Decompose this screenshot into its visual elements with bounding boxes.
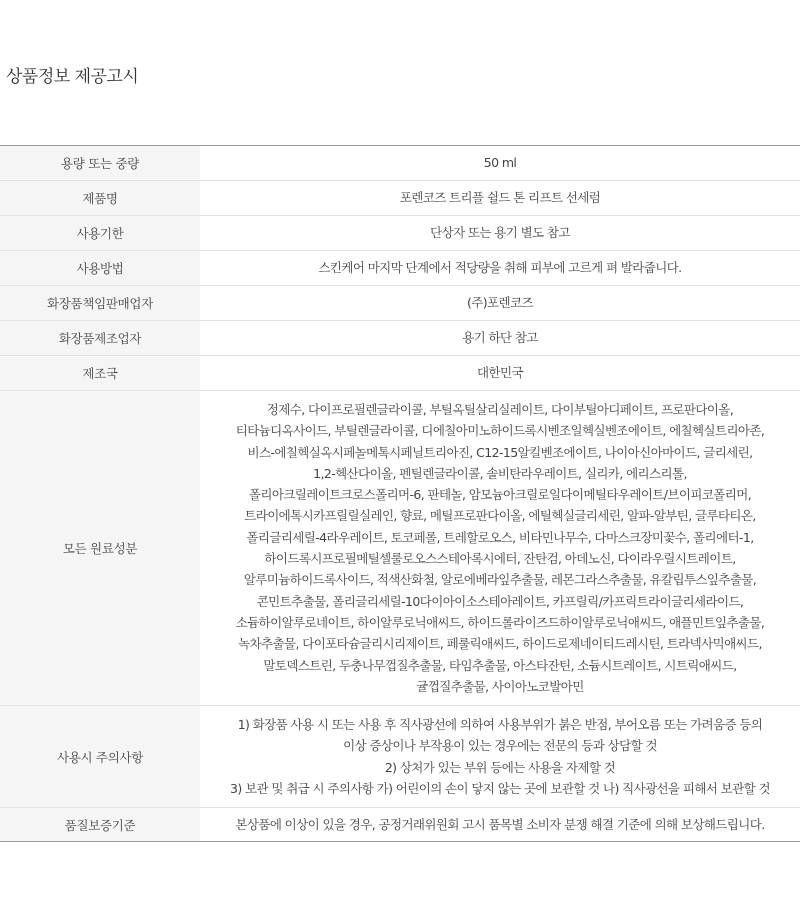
value-line: 알루미늄하이드록사이드, 적색산화철, 알로에베라잎추출물, 레몬그라스추출물, 유칼립투스잎추출물, <box>243 572 757 588</box>
row-value <box>200 391 800 706</box>
table-row <box>0 706 800 808</box>
row-label: 품질보증기준 <box>0 808 200 842</box>
row-value <box>200 321 800 356</box>
row-value <box>200 286 800 321</box>
value-line: 귤껍질추출물, 사이아노코발아민 <box>416 678 584 694</box>
table-row <box>0 146 800 181</box>
value-line: 말토덱스트린, 두충나무껍질추출물, 타임추출물, 아스타잔틴, 소듐시트레이트, 시트릭애씨드, <box>263 657 737 673</box>
value-line: 티타늄디옥사이드, 부틸렌글라이콜, 디에칠아미노하이드록시벤조일헥실벤조에이트, 에칠헥실트리아존, <box>235 423 765 439</box>
value-line: 스킨케어 마지막 단계에서 적당량을 취해 피부에 고르게 펴 발라줍니다. <box>318 260 682 276</box>
value-line: (주)포렌코즈 <box>467 295 533 311</box>
value-line: 50 ml <box>483 155 517 171</box>
table-row <box>0 321 800 356</box>
value-line: 녹차추출물, 다이포타슘글리시리제이트, 페룰릭애씨드, 하이드로제네이티드레시틴, 트라넥사믹애씨드, <box>238 636 762 652</box>
value-line: 하이드록시프로필메틸셀룰로오스스테아록시에터, 잔탄검, 아데노신, 다이라우릴시트레이트, <box>264 551 736 567</box>
value-line: 용기 하단 참고 <box>462 330 538 346</box>
row-value <box>200 251 800 286</box>
row-label: 화장품제조업자 <box>0 321 200 356</box>
value-line: 포렌코즈 트리플 쉴드 톤 리프트 선세럼 <box>399 190 601 206</box>
row-label: 사용시 주의사항 <box>0 706 200 808</box>
row-label: 사용방법 <box>0 251 200 286</box>
value-line: 1) 화장품 사용 시 또는 사용 후 직사광선에 의하여 사용부위가 붉은 반점, 부어오름 또는 가려움증 등의 <box>237 717 763 733</box>
table-row <box>0 356 800 391</box>
value-line: 대한민국 <box>477 365 523 381</box>
row-value <box>200 706 800 808</box>
value-line: 비스-에칠헥실옥시페놀메톡시페닐트리아진, C12-15알킬벤조에이트, 나이아신아마이드, 글리세린, <box>247 444 753 460</box>
value-line: 소듐하이알루로네이트, 하이알루로닉애씨드, 하이드롤라이즈드하이알루로닉애씨드, 애플민트잎추출물, <box>235 614 765 630</box>
page-title: 상품정보 제공고시 <box>6 67 139 87</box>
row-label: 제품명 <box>0 181 200 216</box>
row-value <box>200 356 800 391</box>
table-row <box>0 286 800 321</box>
row-value <box>200 808 800 842</box>
value-line: 단상자 또는 용기 별도 참고 <box>430 225 570 241</box>
row-label: 사용기한 <box>0 216 200 251</box>
row-value <box>200 181 800 216</box>
value-line: 트라이에톡시카프릴릴실레인, 향료, 메틸프로판다이올, 에틸헥실글리세린, 알파-알부틴, 글루타티온, <box>244 508 756 524</box>
value-line: 본상품에 이상이 있을 경우, 공정거래위원회 고시 품목별 소비자 분쟁 해결 기준에 의해 보상해드립니다. <box>235 817 765 833</box>
row-label: 용량 또는 중량 <box>0 146 200 181</box>
row-label: 화장품책임판매업자 <box>0 286 200 321</box>
row-value <box>200 146 800 181</box>
value-line: 폴리글리세릴-4라우레이트, 토코페롤, 트레할로오스, 비타민나무수, 다마스크장미꽃수, 폴리에터-1, <box>246 529 754 545</box>
value-line: 폴리아크릴레이트크로스폴리머-6, 판테놀, 암모늄아크릴로일다이메틸타우레이트/브이피코폴리머, <box>248 487 752 503</box>
table-row <box>0 808 800 842</box>
row-label: 제조국 <box>0 356 200 391</box>
product-info-table <box>0 145 800 842</box>
row-label: 모든 원료성분 <box>0 391 200 706</box>
table-row <box>0 391 800 706</box>
table-row <box>0 216 800 251</box>
value-line: 정제수, 다이프로필렌글라이콜, 부틸옥틸살리실레이트, 다이부틸아디페이트, 프로판다이올, <box>266 402 734 417</box>
row-value <box>200 216 800 251</box>
value-line: 3) 보관 및 취급 시 주의사항 가) 어린이의 손이 닿지 않는 곳에 보관할 것 나) 직사광선을 피해서 보관할 것 <box>230 781 770 797</box>
value-line: 1,2-헥산다이올, 펜틸렌글라이콜, 솔비탄라우레이트, 실리카, 에리스리톨, <box>313 465 687 481</box>
table-row <box>0 181 800 216</box>
value-line: 콘민트추출물, 폴리글리세릴-10다이아이소스테아레이트, 카프릴릭/카프릭트라이글리세라이드, <box>256 593 744 609</box>
value-line: 이상 증상이나 부작용이 있는 경우에는 전문의 등과 상담할 것 <box>343 738 657 754</box>
table-row <box>0 251 800 286</box>
value-line: 2) 상처가 있는 부위 등에는 사용을 자제할 것 <box>384 759 616 775</box>
